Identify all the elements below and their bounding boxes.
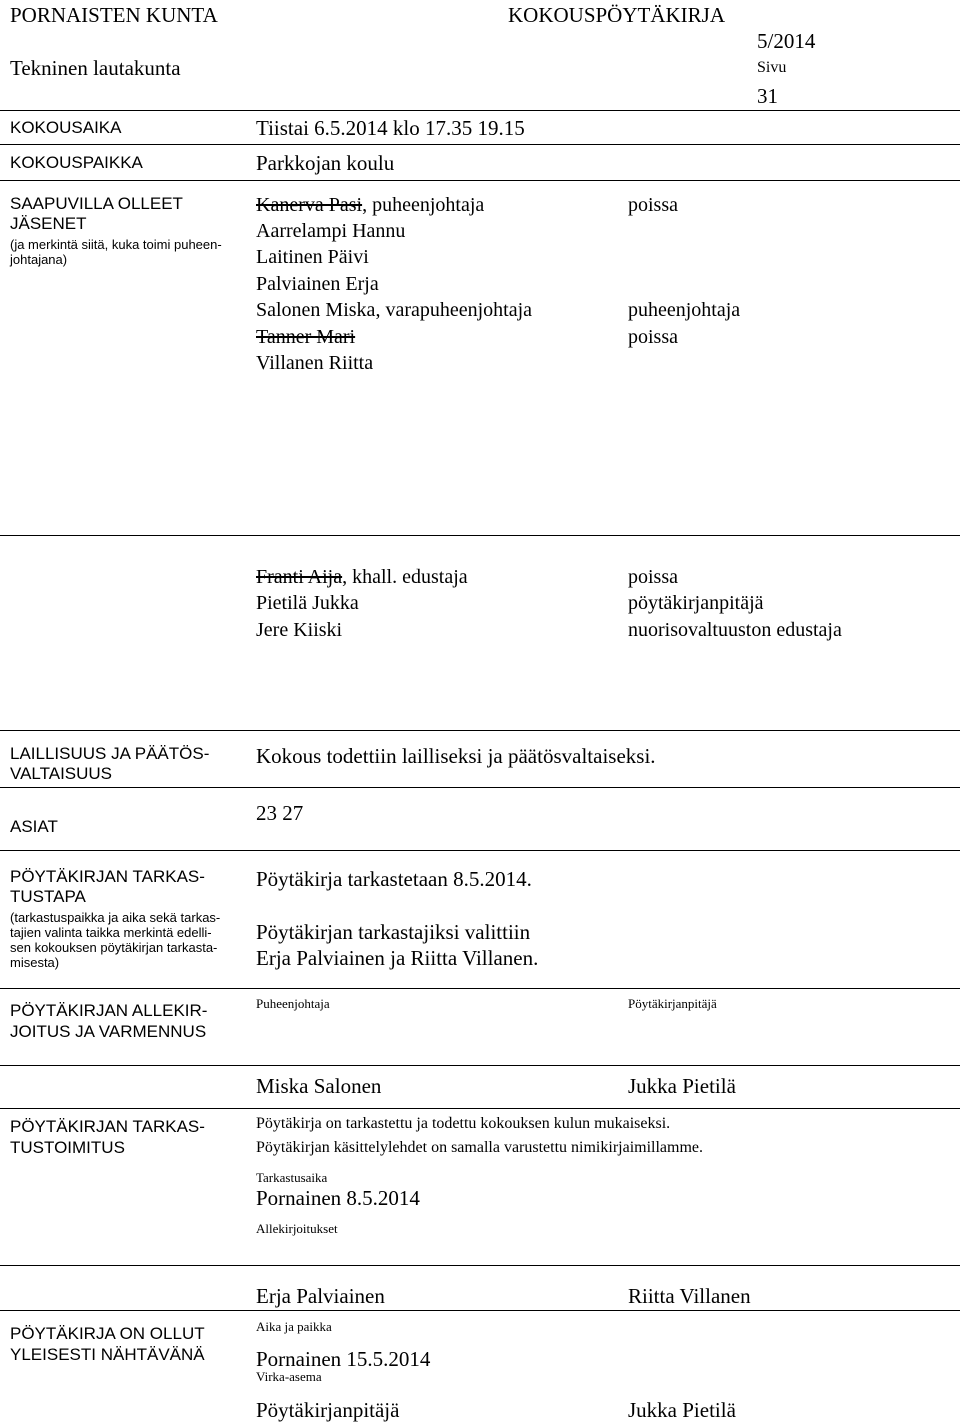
other-attendee-name: Jere Kiiski — [256, 619, 343, 641]
legality-label-line1: LAILLISUUS JA PÄÄTÖS- — [10, 744, 210, 763]
member-row — [256, 194, 484, 217]
inspector1-name: Erja Palviainen — [256, 1284, 385, 1308]
inspector2-name: Riitta Villanen — [628, 1284, 751, 1308]
other-attendee-status: poissa — [628, 566, 678, 588]
member-row — [256, 299, 532, 322]
inspection-time-label: Tarkastusaika — [256, 1170, 328, 1185]
municipality-name: PORNAISTEN KUNTA — [10, 3, 218, 27]
inspection-method-text1: Pöytäkirja tarkastetaan 8.5.2014. — [256, 867, 532, 891]
other-attendee-name: Pietilä Jukka — [256, 592, 359, 614]
member-status: poissa — [628, 326, 678, 348]
inspection-method-note: misesta) — [10, 955, 60, 970]
meeting-place-label: KOKOUSPAIKKA — [10, 153, 143, 172]
board-name: Tekninen lautakunta — [10, 56, 181, 80]
member-status: puheenjohtaja — [628, 299, 741, 321]
signatures-label-line2: JOITUS JA VARMENNUS — [10, 1022, 207, 1041]
inspection-label-line2: TUSTOIMITUS — [10, 1138, 125, 1157]
divider — [0, 535, 960, 536]
inspection-method-note: tajien valinta taikka merkintä edelli- — [10, 925, 212, 940]
divider — [0, 110, 960, 111]
meeting-time-value: Tiistai 6.5.2014 klo 17.35 19.15 — [256, 116, 525, 140]
public-time-place-label: Aika ja paikka — [256, 1319, 332, 1334]
inspection-text1: Pöytäkirja on tarkastettu ja todettu kokouksen kulun mukaiseksi. — [256, 1115, 671, 1132]
public-time-place-value: Pornainen 15.5.2014 — [256, 1347, 431, 1371]
member-name: Aarrelampi Hannu — [256, 220, 406, 242]
chair-label: Puheenjohtaja — [256, 996, 330, 1011]
member-name: Tanner Mari — [256, 326, 356, 348]
inspection-method-text2-line1: Pöytäkirjan tarkastajiksi valittiin — [256, 920, 531, 944]
member-name: Laitinen Päivi — [256, 246, 369, 268]
inspection-text2: Pöytäkirjan käsittelylehdet on samalla varustettu nimikirjaimillamme. — [256, 1139, 704, 1156]
matters-value: 23 27 — [256, 801, 304, 825]
attendees-note-line1: (ja merkintä siitä, kuka toimi puheen- — [10, 237, 222, 252]
other-attendee-status: pöytäkirjanpitäjä — [628, 592, 764, 614]
inspection-method-note: sen kokouksen pöytäkirjan tarkasta- — [10, 940, 218, 955]
matters-label: ASIAT — [10, 817, 58, 836]
other-attendee-name: Franti Aija — [256, 566, 343, 588]
meeting-place-value: Parkkojan koulu — [256, 151, 395, 175]
attendees-label-line1: SAAPUVILLA OLLEET — [10, 194, 183, 213]
public-label-line2: YLEISESTI NÄHTÄVÄNÄ — [10, 1345, 205, 1364]
legality-text: Kokous todettiin lailliseksi ja päätösvaltaiseksi. — [256, 744, 656, 768]
member-name: Palviainen Erja — [256, 273, 379, 295]
divider — [0, 180, 960, 181]
secretary-label: Pöytäkirjanpitäjä — [628, 996, 717, 1011]
public-position-label: Virka-asema — [256, 1369, 322, 1384]
meeting-time-label: KOKOUSAIKA — [10, 118, 122, 137]
divider — [0, 1108, 960, 1109]
divider — [0, 730, 960, 731]
inspection-signatures-label: Allekirjoitukset — [256, 1221, 338, 1236]
document-type: KOKOUSPÖYTÄKIRJA — [508, 3, 726, 27]
page-number: 31 — [757, 84, 778, 108]
public-signer: Jukka Pietilä — [628, 1398, 736, 1422]
inspection-method-text2-line2: Erja Palviainen ja Riitta Villanen. — [256, 946, 539, 970]
divider — [0, 988, 960, 989]
divider — [0, 1265, 960, 1266]
member-name: Kanerva Pasi — [256, 194, 363, 216]
other-attendee-status: nuorisovaltuuston edustaja — [628, 619, 842, 641]
inspection-label-line1: PÖYTÄKIRJAN TARKAS- — [10, 1117, 205, 1136]
inspection-time-value: Pornainen 8.5.2014 — [256, 1186, 420, 1210]
other-attendee-role: , khall. edustaja — [342, 566, 468, 588]
signatures-label-line1: PÖYTÄKIRJAN ALLEKIR- — [10, 1001, 208, 1020]
member-name: Salonen Miska — [256, 299, 376, 321]
attendees-note-line2: johtajana) — [10, 252, 68, 267]
public-label-line1: PÖYTÄKIRJA ON OLLUT — [10, 1324, 205, 1343]
page-label: Sivu — [757, 59, 787, 76]
chair-name: Miska Salonen — [256, 1074, 382, 1098]
secretary-name: Jukka Pietilä — [628, 1074, 736, 1098]
member-role: , puheenjohtaja — [362, 194, 485, 216]
inspection-method-note: (tarkastuspaikka ja aika sekä tarkas- — [10, 910, 221, 925]
member-name: Villanen Riitta — [256, 352, 374, 374]
divider — [0, 1310, 960, 1311]
member-status: poissa — [628, 194, 678, 216]
divider — [0, 144, 960, 145]
inspection-method-label-line2: TUSTAPA — [10, 887, 86, 906]
divider — [0, 1065, 960, 1066]
divider — [0, 787, 960, 788]
divider — [0, 850, 960, 851]
other-attendee-row — [256, 566, 468, 589]
public-position-value: Pöytäkirjanpitäjä — [256, 1398, 400, 1422]
attendees-label-line2: JÄSENET — [10, 214, 87, 233]
legality-label-line2: VALTAISUUS — [10, 764, 113, 783]
member-role: , varapuheenjohtaja — [375, 299, 533, 321]
document-number: 5/2014 — [757, 29, 816, 53]
inspection-method-label-line1: PÖYTÄKIRJAN TARKAS- — [10, 867, 205, 886]
